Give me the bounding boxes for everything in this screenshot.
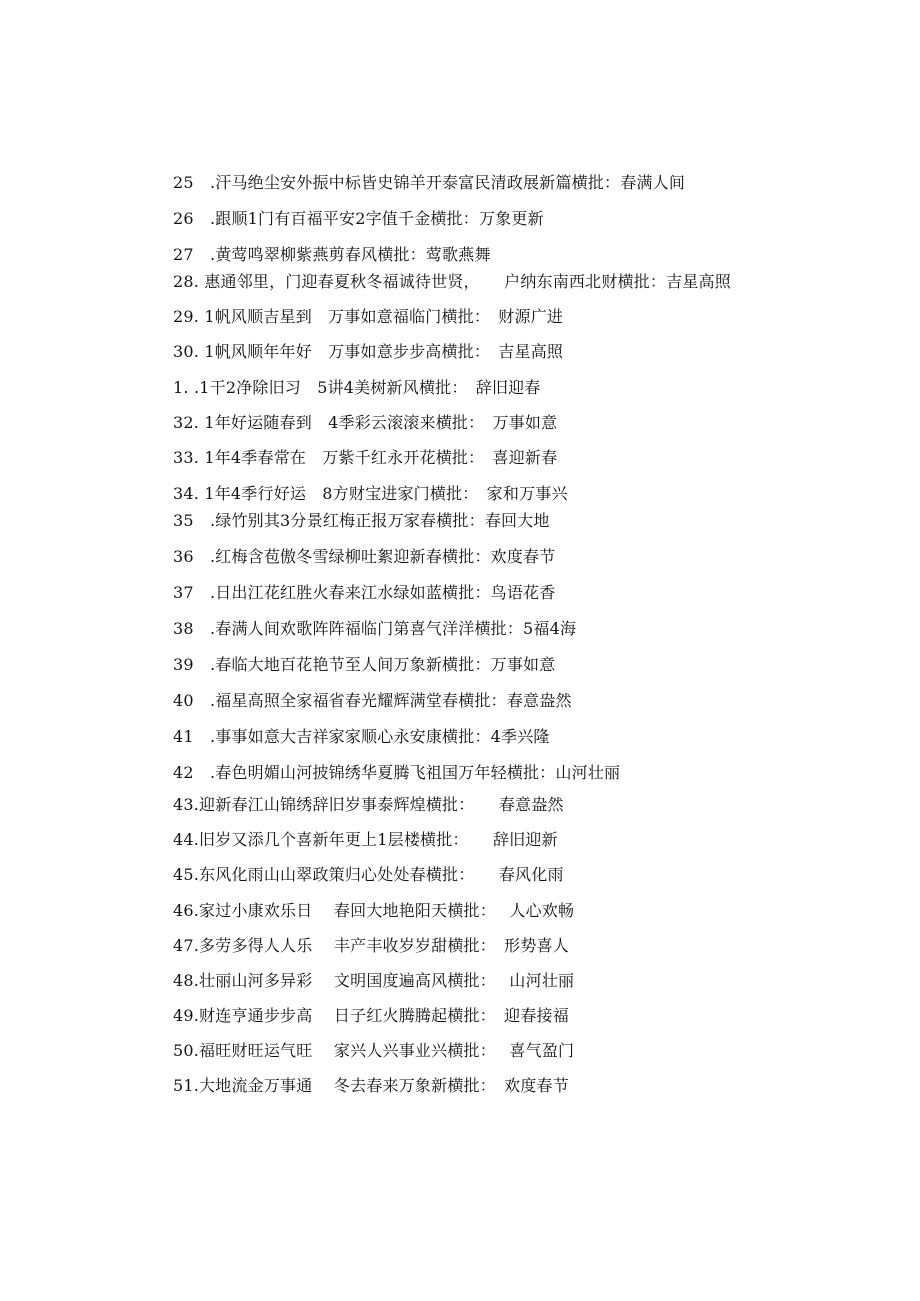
- couplet-line-43: 43.迎新春江山锦绣辞旧岁事泰辉煌横批： 春意盎然: [173, 795, 564, 814]
- couplet-line-42: 42 .春色明媚山河披锦绣华夏腾飞祖国万年轻横批：山河壮丽: [173, 763, 621, 782]
- couplet-line-31: 1. .1干2净除旧习 5讲4美树新风横批： 辞旧迎春: [173, 378, 541, 397]
- couplet-line-46: 46.家过小康欢乐日 春回大地艳阳天横批： 人心欢畅: [173, 901, 575, 920]
- couplet-line-36: 36 .红梅含苞傲冬雪绿柳吐絮迎新春横批：欢度春节: [173, 547, 556, 566]
- couplet-line-35: 35 .绿竹别其3分景红梅正报万家春横批：春回大地: [173, 511, 550, 530]
- couplet-line-48: 48.壮丽山河多异彩 文明国度遍高风横批： 山河壮丽: [173, 971, 575, 990]
- couplet-line-51: 51.大地流金万事通 冬去春来万象新横批： 欢度春节: [173, 1076, 569, 1095]
- couplet-line-33: 33. 1年4季春常在 万紫千红永开花横批： 喜迎新春: [173, 448, 558, 467]
- couplet-line-32: 32. 1年好运随春到 4季彩云滚滚来横批： 万事如意: [173, 413, 558, 432]
- couplet-line-39: 39 .春临大地百花艳节至人间万象新横批：万事如意: [173, 655, 556, 674]
- couplet-line-49: 49.财连亨通步步高 日子红火腾腾起横批： 迎春接福: [173, 1006, 569, 1025]
- couplet-line-38: 38 .春满人间欢歌阵阵福临门第喜气洋洋横批：5福4海: [173, 619, 577, 638]
- couplet-line-25: 25 .汗马绝尘安外振中标皆史锦羊开泰富民清政展新篇横批：春满人间: [173, 173, 686, 192]
- couplet-line-47: 47.多劳多得人人乐 丰产丰收岁岁甜横批： 形势喜人: [173, 936, 569, 955]
- couplet-line-41: 41 .事事如意大吉祥家家顺心永安康横批：4季兴隆: [173, 727, 550, 746]
- couplet-line-28: 28. 惠通邻里，门迎春夏秋冬福诚待世贤， 户纳东南西北财横批：吉星高照: [173, 272, 731, 291]
- couplet-line-37: 37 .日出江花红胜火春来江水绿如蓝横批：鸟语花香: [173, 583, 556, 602]
- couplet-line-50: 50.福旺财旺运气旺 家兴人兴事业兴横批： 喜气盈门: [173, 1041, 575, 1060]
- couplet-line-27: 27 .黄莺鸣翠柳紫燕剪春风横批：莺歌燕舞: [173, 245, 491, 264]
- couplet-line-34: 34. 1年4季行好运 8方财宝进家门横批： 家和万事兴: [173, 484, 568, 503]
- couplet-line-26: 26 .跟顺1门有百福平安2字值千金横批：万象更新: [173, 209, 544, 228]
- couplet-line-29: 29. 1帆风顺吉星到 万事如意福临门横批： 财源广进: [173, 307, 564, 326]
- couplet-line-44: 44.旧岁又添几个喜新年更上1层楼横批： 辞旧迎新: [173, 830, 558, 849]
- couplet-line-30: 30. 1帆风顺年年好 万事如意步步高横批： 吉星高照: [173, 342, 564, 361]
- couplet-line-40: 40 .福星高照全家福省春光耀辉满堂春横批：春意盎然: [173, 691, 572, 710]
- couplet-line-45: 45.东风化雨山山翠政策归心处处春横批： 春风化雨: [173, 865, 564, 884]
